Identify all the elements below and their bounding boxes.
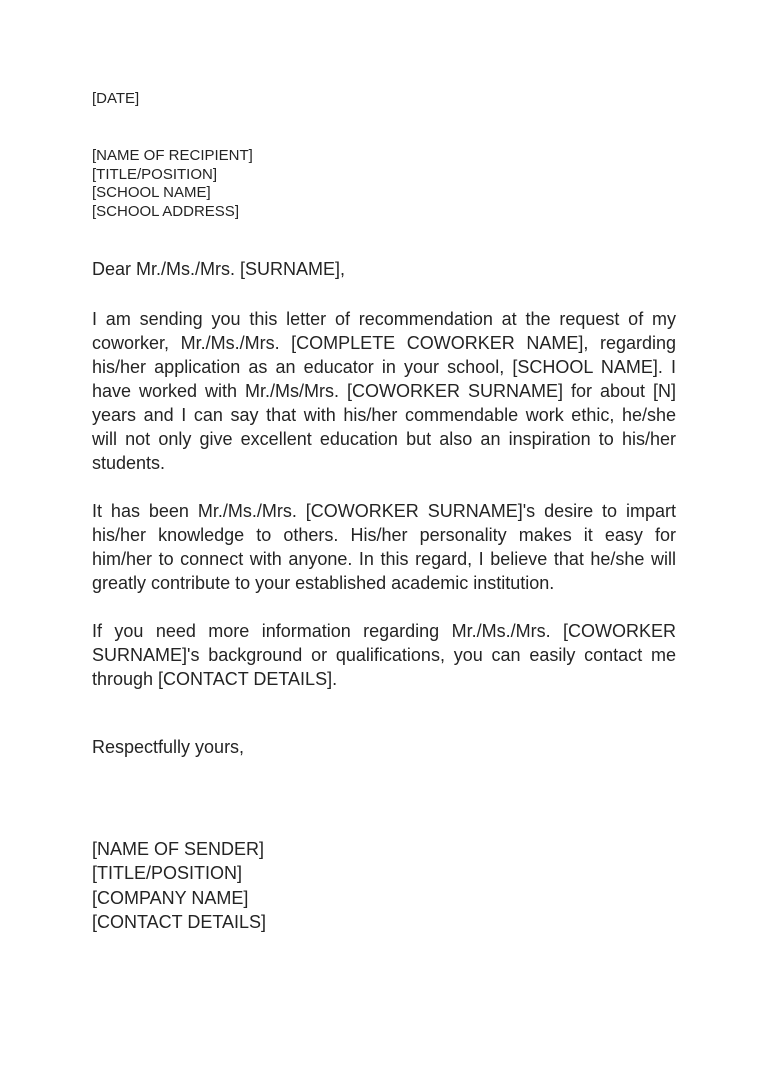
recipient-school-address: [SCHOOL ADDRESS]: [92, 203, 239, 221]
sender-block: [92, 837, 676, 935]
recipient-school-name: [SCHOOL NAME]: [92, 184, 211, 202]
body-paragraph-3: If you need more information regarding Mr./Ms./Mrs. [COWORKER SURNAME]'s background or qualifications, you can easily contact me through [CONTACT DETAILS].: [92, 620, 676, 689]
sender-name: [NAME OF SENDER]: [92, 838, 265, 859]
recipient-name: [NAME OF RECIPIENT]: [92, 147, 253, 164]
recipient-title: [TITLE/POSITION]: [92, 165, 218, 183]
date-placeholder: [DATE]: [92, 90, 140, 107]
salutation: Dear Mr./Ms./Mrs. [SURNAME],: [92, 258, 346, 279]
body-paragraph-2: It has been Mr./Ms./Mrs. [COWORKER SURNAME]'s desire to impart his/her knowledge to others. His/her personality makes it easy for him/her to connect with anyone. In this regard, I believe that he/she will greatly contribute to your established academic institution.: [92, 500, 676, 593]
complimentary-close: Respectfully yours,: [92, 736, 245, 757]
sender-company: [COMPANY NAME]: [92, 887, 249, 908]
sender-title: [TITLE/POSITION]: [92, 863, 243, 884]
sender-contact: [CONTACT DETAILS]: [92, 912, 267, 933]
body-paragraph-1: I am sending you this letter of recommendation at the request of my coworker, Mr./Ms./Mrs. [COMPLETE COWORKER NAME], regarding his/her application as an educator in your school, [SCHOOL NAME]. I have worked with Mr./Ms/Mrs. [COWORKER SURNAME] for about [N] years and I can say that with his/her commendable work ethic, he/she will not only give excellent education but also an inspiration to his/her students.: [92, 308, 676, 473]
recipient-block: [92, 147, 676, 222]
